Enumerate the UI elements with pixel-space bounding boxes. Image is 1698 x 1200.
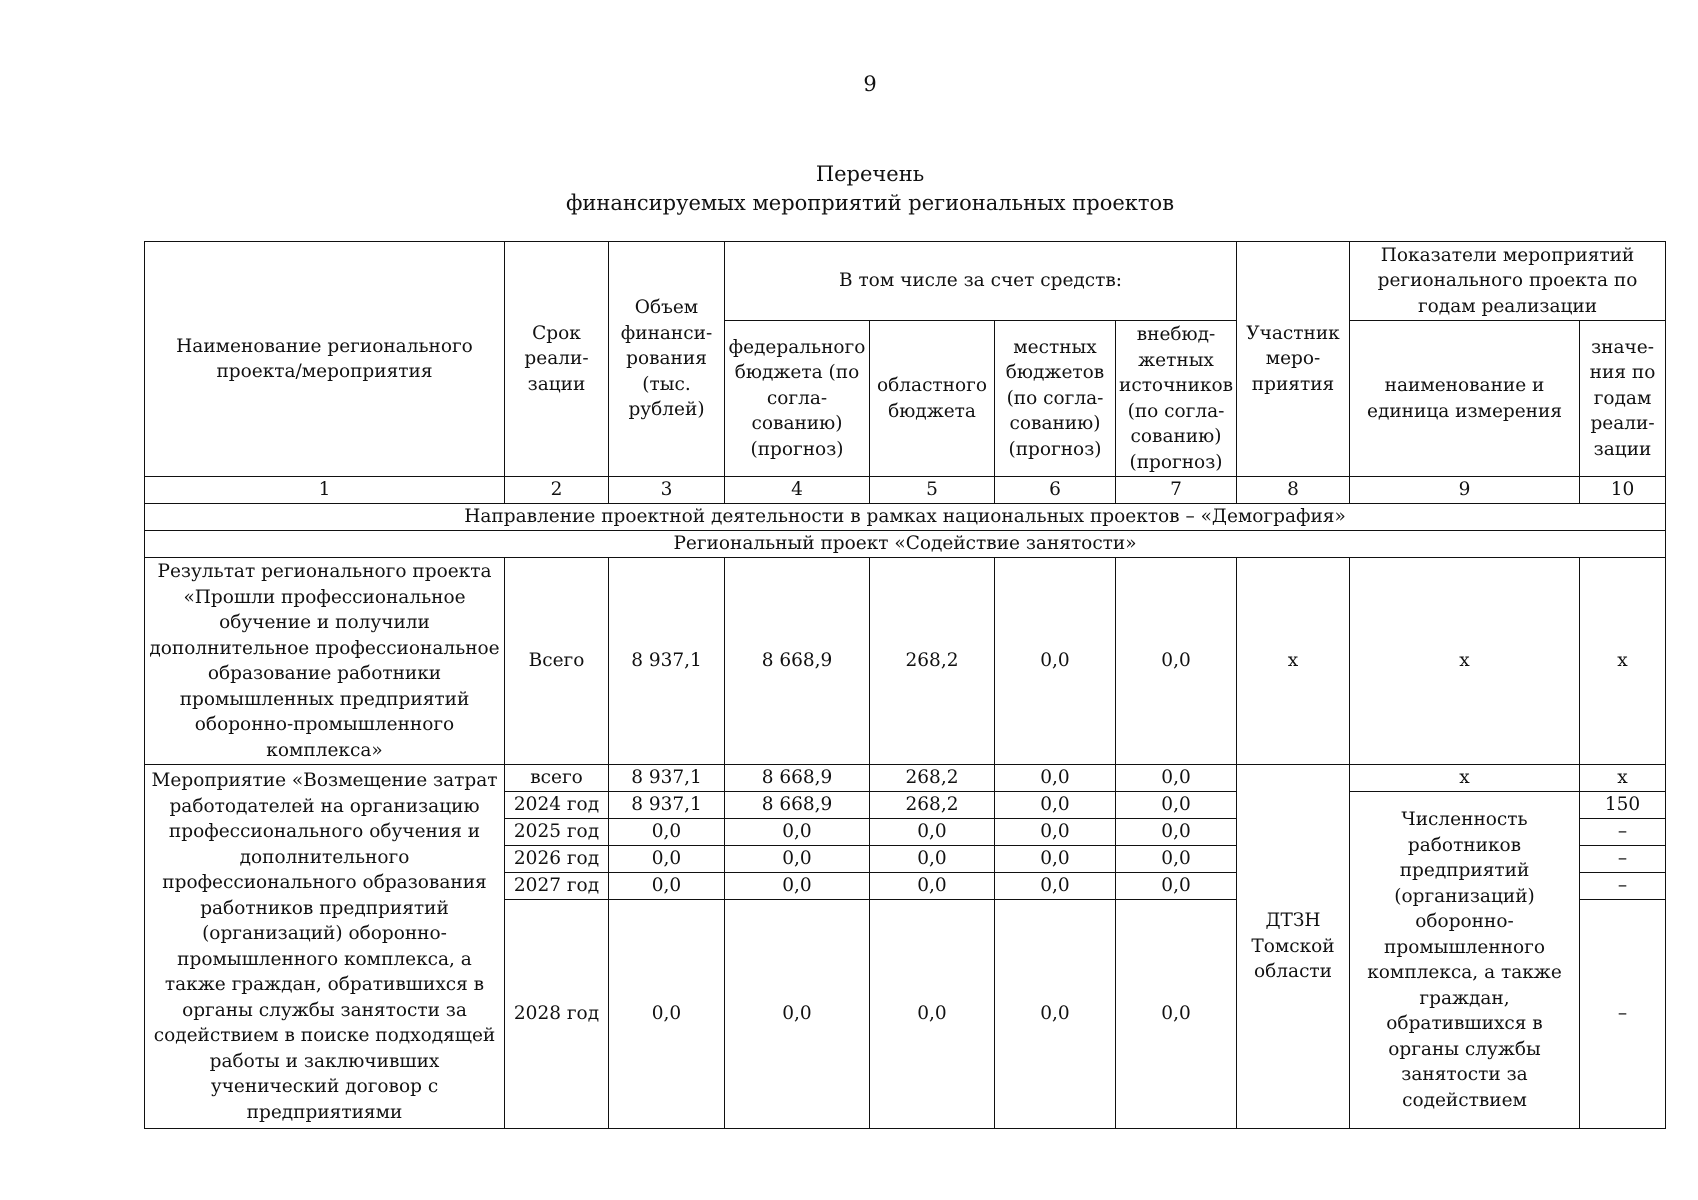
activity-federal: 8 668,9 xyxy=(725,792,870,819)
activity-regional: 268,2 xyxy=(870,765,995,792)
activity-extra: 0,0 xyxy=(1116,873,1237,900)
activity-indicator-value: – xyxy=(1580,819,1666,846)
activity-regional: 0,0 xyxy=(870,846,995,873)
header-name: Наименование регионального проекта/мероприятия xyxy=(145,242,505,477)
activity-regional: 0,0 xyxy=(870,900,995,1129)
activity-extra: 0,0 xyxy=(1116,765,1237,792)
column-number: 7 xyxy=(1116,477,1237,504)
column-number: 5 xyxy=(870,477,995,504)
column-number: 6 xyxy=(995,477,1116,504)
activity-volume: 0,0 xyxy=(609,846,725,873)
activity-term: 2028 год xyxy=(505,900,609,1129)
activity-federal: 8 668,9 xyxy=(725,765,870,792)
activity-indicator-total: х xyxy=(1350,765,1580,792)
activity-indicator-value: – xyxy=(1580,846,1666,873)
activity-volume: 0,0 xyxy=(609,873,725,900)
result-federal: 8 668,9 xyxy=(725,558,870,765)
activity-term: 2027 год xyxy=(505,873,609,900)
activity-federal: 0,0 xyxy=(725,819,870,846)
activity-term: всего xyxy=(505,765,609,792)
result-row xyxy=(145,558,1666,765)
activity-volume: 0,0 xyxy=(609,900,725,1129)
activity-local: 0,0 xyxy=(995,873,1116,900)
activity-regional: 0,0 xyxy=(870,873,995,900)
activity-volume: 8 937,1 xyxy=(609,792,725,819)
project-row: Региональный проект «Содействие занятости» xyxy=(145,531,1666,558)
activity-row xyxy=(145,765,1666,792)
result-indicator-name: х xyxy=(1350,558,1580,765)
column-numbers-row xyxy=(145,477,1666,504)
result-term: Всего xyxy=(505,558,609,765)
column-number: 10 xyxy=(1580,477,1666,504)
activity-federal: 0,0 xyxy=(725,873,870,900)
result-participant: х xyxy=(1237,558,1350,765)
activity-extra: 0,0 xyxy=(1116,900,1237,1129)
activity-federal: 0,0 xyxy=(725,846,870,873)
header-indicator-name: наименование и единица измерения xyxy=(1350,321,1580,477)
activity-volume: 0,0 xyxy=(609,819,725,846)
activity-term: 2025 год xyxy=(505,819,609,846)
header-participant: Участник меро-приятия xyxy=(1237,242,1350,477)
direction-row: Направление проектной деятельности в рамках национальных проектов – «Демография» xyxy=(145,504,1666,531)
activity-regional: 268,2 xyxy=(870,792,995,819)
activity-name: Мероприятие «Возмещение затрат работодателей на организацию профессионального обучения и дополнительного профессионального образования работников предприятий (организаций) оборонно-промышленного комплекса, а также граждан, обратившихся в органы службы занятости за содействием в поиске подходящей работы и заключивших ученический договор с предприятиями xyxy=(145,765,505,1129)
header-volume: Объем финанси-рования (тыс. рублей) xyxy=(609,242,725,477)
header-regional: областного бюджета xyxy=(870,321,995,477)
activity-extra: 0,0 xyxy=(1116,846,1237,873)
projects-table xyxy=(144,241,1666,1129)
result-regional: 268,2 xyxy=(870,558,995,765)
column-number: 9 xyxy=(1350,477,1580,504)
activity-extra: 0,0 xyxy=(1116,792,1237,819)
header-indicators: Показатели мероприятий регионального проекта по годам реализации xyxy=(1350,242,1666,321)
header-extra: внебюд-жетных источников (по согла-сованию) (прогноз) xyxy=(1116,321,1237,477)
activity-regional: 0,0 xyxy=(870,819,995,846)
activity-volume: 8 937,1 xyxy=(609,765,725,792)
activity-federal: 0,0 xyxy=(725,900,870,1129)
header-local: местных бюджетов (по согла-сованию) (прогноз) xyxy=(995,321,1116,477)
document-title xyxy=(0,160,1698,218)
result-volume: 8 937,1 xyxy=(609,558,725,765)
column-number: 2 xyxy=(505,477,609,504)
activity-indicator-name: Численность работников предприятий (организаций) оборонно-промышленного комплекса, а также граждан, обратившихся в органы службы занятости за содействием xyxy=(1350,792,1580,1129)
result-indicator-value: х xyxy=(1580,558,1666,765)
header-indicator-values: значе-ния по годам реали-зации xyxy=(1580,321,1666,477)
column-number: 3 xyxy=(609,477,725,504)
column-number: 8 xyxy=(1237,477,1350,504)
activity-indicator-value: – xyxy=(1580,900,1666,1129)
activity-local: 0,0 xyxy=(995,819,1116,846)
activity-local: 0,0 xyxy=(995,846,1116,873)
activity-indicator-value: х xyxy=(1580,765,1666,792)
header-term: Срок реали-зации xyxy=(505,242,609,477)
activity-local: 0,0 xyxy=(995,792,1116,819)
activity-local: 0,0 xyxy=(995,900,1116,1129)
activity-term: 2024 год xyxy=(505,792,609,819)
page-number: 9 xyxy=(863,72,877,96)
activity-indicator-value: – xyxy=(1580,873,1666,900)
header-including: В том числе за счет средств: xyxy=(725,242,1237,321)
activity-participant: ДТЗН Томской области xyxy=(1237,765,1350,1129)
title-line-2: финансируемых мероприятий региональных проектов xyxy=(565,191,1175,215)
activity-extra: 0,0 xyxy=(1116,819,1237,846)
activity-indicator-value: 150 xyxy=(1580,792,1666,819)
result-extra: 0,0 xyxy=(1116,558,1237,765)
activity-local: 0,0 xyxy=(995,765,1116,792)
header-federal: федерального бюджета (по согла-сованию) (прогноз) xyxy=(725,321,870,477)
column-number: 1 xyxy=(145,477,505,504)
activity-term: 2026 год xyxy=(505,846,609,873)
column-number: 4 xyxy=(725,477,870,504)
result-local: 0,0 xyxy=(995,558,1116,765)
result-name: Результат регионального проекта «Прошли профессиональное обучение и получили дополнительное профессиональное образование работники промышленных предприятий оборонно-промышленного комплекса» xyxy=(145,558,505,765)
title-line-1: Перечень xyxy=(815,162,925,186)
